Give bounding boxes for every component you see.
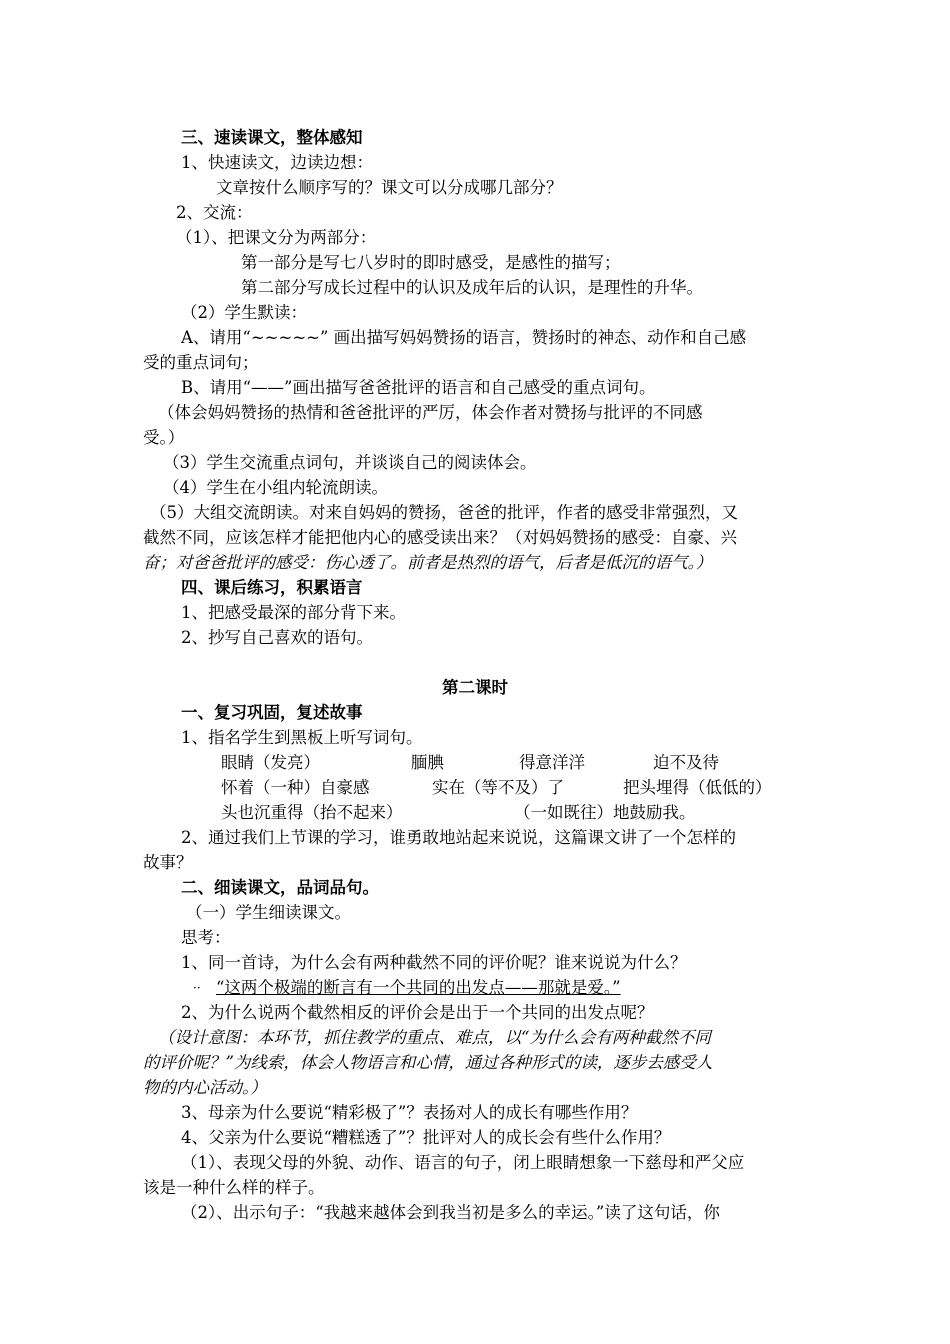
text-line: 1、同一首诗，为什么会有两种截然不同的评价呢？谁来说说为什么？ (181, 953, 687, 972)
text-line: （一）学生细读课文。 (186, 903, 351, 922)
text-line: 思考： (181, 928, 231, 947)
text-line: 3、母亲为什么要说“精彩极了”？表扬对人的成长有哪些作用？ (181, 1103, 638, 1122)
text-line: B、请用“——”画出描写爸爸批评的语言和自己感受的重点词句。 (181, 378, 656, 397)
text-line: 1、把感受最深的部分背下来。 (181, 603, 406, 622)
vocab-word: 得意洋洋 (519, 753, 585, 772)
text-line: 受的重点词句； (143, 353, 259, 372)
text-line: 4、父亲为什么要说“糟糕透了”？批评对人的成长会有些什么作用？ (181, 1128, 671, 1147)
text-line: 奋；对爸爸批评的感受：伤心透了。前者是热烈的语气，后者是低沉的语气。） (143, 553, 713, 572)
text-line: 故事？ (143, 853, 193, 872)
lesson-2-heading-2: 二、细读课文，品词品句。 (181, 878, 379, 897)
text-line: 2、交流： (176, 203, 253, 222)
vocab-word: 把头埋得（低低的） (623, 778, 772, 797)
text-line: （3）学生交流重点词句，并谈谈自己的阅读体会。 (163, 453, 537, 472)
text-line: A、请用“~~~~~” 画出描写妈妈赞扬的语言，赞扬时的神态、动作和自己感 (181, 328, 747, 347)
vocab-word: 迫不及待 (653, 753, 719, 772)
text-line: 1、指名学生到黑板上听写词句。 (181, 728, 423, 747)
text-line: 受。） (143, 428, 185, 447)
text-line: （设计意图：本环节，抓住教学的重点、难点，以“为什么会有两种截然不同 (158, 1028, 711, 1047)
section-3-heading: 三、速读课文，整体感知 (181, 128, 363, 147)
quote-line: “这两个极端的断言有一个共同的出发点——那就是爱。” (216, 978, 621, 997)
lesson-2-heading-1: 一、复习巩固，复述故事 (181, 703, 363, 722)
section-4-heading: 四、课后练习，积累语言 (181, 578, 363, 597)
text-line: （4）学生在小组内轮流朗读。 (163, 478, 388, 497)
text-line: 2、通过我们上节课的学习，谁勇敢地站起来说说，这篇课文讲了一个怎样的 (181, 828, 736, 847)
text-line: 第一部分是写七八岁时的即时感受，是感性的描写； (241, 253, 621, 272)
text-line: （2）、出示句子：“我越来越体会到我当初是多么的幸运。”读了这句话，你 (181, 1203, 720, 1222)
text-line: （体会妈妈赞扬的热情和爸爸批评的严厉，体会作者对赞扬与批评的不同感 (158, 403, 703, 422)
emphasis-mark: ·· (193, 981, 201, 995)
text-line: 2、为什么说两个截然相反的评价会是出于一个共同的出发点呢？ (181, 1003, 654, 1022)
text-line: 截然不同，应该怎样才能把他内心的感受读出来？（对妈妈赞扬的感受：自豪、兴 (143, 528, 737, 547)
text-line: （2）学生默读： (181, 303, 307, 322)
text-line: （5）大组交流朗读。对来自妈妈的赞扬，爸爸的批评，作者的感受非常强烈，又 (150, 503, 738, 522)
text-line: 该是一种什么样的样子。 (143, 1178, 325, 1197)
text-line: 物的内心活动。） (143, 1078, 267, 1097)
vocab-word: 怀着（一种）自豪感 (221, 778, 370, 797)
lesson-2-title: 第二课时 (442, 678, 508, 697)
text-line: 第二部分写成长过程中的认识及成年后的认识，是理性的升华。 (241, 278, 703, 297)
text-line: （1）、把课文分为两部分： (176, 228, 377, 247)
vocab-word: 实在（等不及）了 (432, 778, 564, 797)
vocab-word: 头也沉重得（抬不起来） (221, 803, 403, 822)
text-line: （1）、表现父母的外貌、动作、语言的句子，闭上眼睛想象一下慈母和严父应 (181, 1153, 745, 1172)
vocab-word: （一如既往）地鼓励我。 (514, 803, 696, 822)
text-line: 2、抄写自己喜欢的语句。 (181, 628, 373, 647)
vocab-word: 腼腆 (411, 753, 444, 772)
text-line: 文章按什么顺序写的？课文可以分成哪几部分？ (216, 178, 563, 197)
vocab-word: 眼睛（发亮） (221, 753, 320, 772)
text-line: 1、快速读文，边读边想： (181, 153, 373, 172)
text-line: 的评价呢？”为线索，体会人物语言和心情，通过各种形式的读，逐步去感受人 (143, 1053, 713, 1072)
